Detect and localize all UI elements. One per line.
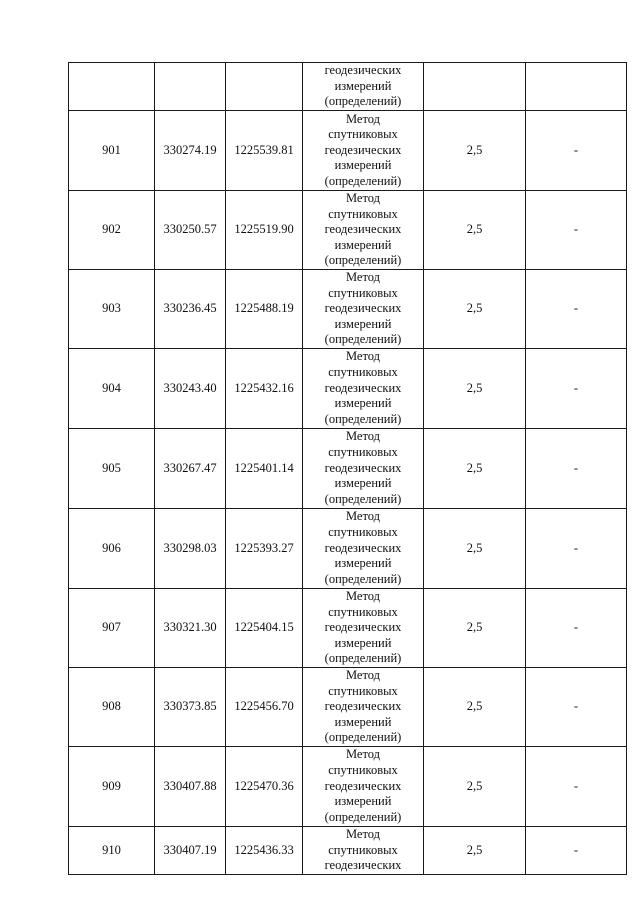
method-cell	[303, 826, 424, 874]
method-line: измерений	[334, 794, 392, 809]
method-line: Метод	[345, 509, 381, 524]
method-line: Метод	[345, 191, 381, 205]
method-line: Метод	[345, 349, 381, 364]
method-line: измерений	[334, 158, 392, 173]
method-line: измерений	[334, 78, 392, 93]
y-cell: 1225404.15	[226, 588, 303, 667]
x-cell: 330250.57	[155, 191, 226, 270]
method-line: геодезических	[324, 778, 402, 793]
method-line: спутниковых	[328, 683, 398, 698]
accuracy-cell: 2,5	[424, 428, 526, 508]
accuracy-cell: 2,5	[424, 508, 526, 588]
point-cell: 908	[69, 667, 155, 746]
method-line: спутниковых	[328, 525, 398, 540]
table-row-continued	[69, 63, 627, 111]
accuracy-cell: 2,5	[424, 588, 526, 667]
table-row	[69, 269, 627, 348]
point-cell: 903	[69, 269, 155, 348]
method-line: геодезических	[324, 380, 402, 395]
method-line: геодезических	[324, 540, 402, 555]
method-line: измерений	[334, 237, 392, 252]
extra-cell: -	[526, 191, 627, 270]
x-cell: 330236.45	[155, 269, 226, 348]
y-cell: 1225470.36	[226, 746, 303, 826]
method-line: геодезических	[324, 858, 402, 873]
method-line: спутниковых	[328, 445, 398, 460]
method-cell	[303, 746, 424, 826]
accuracy-cell	[424, 63, 526, 111]
extra-cell: -	[526, 428, 627, 508]
table-row-partial	[69, 826, 627, 874]
accuracy-cell: 2,5	[424, 269, 526, 348]
x-cell: 330373.85	[155, 667, 226, 746]
y-cell: 1225519.90	[226, 191, 303, 270]
method-line: (определений)	[324, 332, 402, 347]
method-line: геодезических	[324, 63, 402, 78]
accuracy-cell: 2,5	[424, 111, 526, 191]
extra-cell: -	[526, 588, 627, 667]
point-cell: 905	[69, 428, 155, 508]
method-cell	[303, 269, 424, 348]
y-cell	[226, 63, 303, 111]
x-cell: 330321.30	[155, 588, 226, 667]
extra-cell: -	[526, 667, 627, 746]
method-line: измерений	[334, 635, 392, 650]
method-cell	[303, 588, 424, 667]
method-line: спутниковых	[328, 127, 398, 142]
method-cell	[303, 428, 424, 508]
x-cell: 330274.19	[155, 111, 226, 191]
method-cell	[303, 667, 424, 746]
method-line: (определений)	[324, 411, 402, 426]
method-line: геодезических	[324, 142, 402, 157]
point-cell: 901	[69, 111, 155, 191]
y-cell: 1225401.14	[226, 428, 303, 508]
method-line: (определений)	[324, 809, 402, 824]
extra-cell: -	[526, 348, 627, 428]
extra-cell: -	[526, 508, 627, 588]
method-line: измерений	[334, 316, 392, 331]
point-cell: 906	[69, 508, 155, 588]
method-line: измерений	[334, 714, 392, 729]
x-cell	[155, 63, 226, 111]
point-cell: 909	[69, 746, 155, 826]
method-line: Метод	[345, 111, 381, 126]
method-line: (определений)	[324, 491, 402, 506]
table-row	[69, 746, 627, 826]
method-line: измерений	[334, 396, 392, 411]
method-line: спутниковых	[328, 842, 398, 857]
point-cell: 902	[69, 191, 155, 270]
extra-cell: -	[526, 746, 627, 826]
method-cell	[303, 348, 424, 428]
method-line: геодезических	[324, 699, 402, 714]
method-cell	[303, 111, 424, 191]
method-line: (определений)	[324, 94, 402, 109]
x-cell: 330407.88	[155, 746, 226, 826]
table-row	[69, 667, 627, 746]
coordinates-table	[68, 62, 627, 875]
y-cell: 1225436.33	[226, 826, 303, 874]
method-cell	[303, 191, 424, 270]
method-line: геодезических	[324, 460, 402, 475]
table-row	[69, 191, 627, 270]
method-cell	[303, 63, 424, 111]
method-line: спутниковых	[328, 604, 398, 619]
y-cell: 1225488.19	[226, 269, 303, 348]
point-cell: 907	[69, 588, 155, 667]
method-line: спутниковых	[328, 206, 398, 221]
accuracy-cell: 2,5	[424, 667, 526, 746]
x-cell: 330407.19	[155, 826, 226, 874]
method-line: (определений)	[324, 571, 402, 586]
extra-cell: -	[526, 826, 627, 874]
method-line: (определений)	[324, 253, 402, 268]
accuracy-cell: 2,5	[424, 826, 526, 874]
table-row	[69, 348, 627, 428]
extra-cell: -	[526, 269, 627, 348]
accuracy-cell: 2,5	[424, 348, 526, 428]
y-cell: 1225432.16	[226, 348, 303, 428]
y-cell: 1225456.70	[226, 667, 303, 746]
method-line: спутниковых	[328, 762, 398, 777]
method-line: Метод	[345, 747, 381, 762]
extra-cell	[526, 63, 627, 111]
method-line: (определений)	[324, 730, 402, 745]
method-line: геодезических	[324, 620, 402, 635]
method-line: Метод	[345, 588, 381, 603]
y-cell: 1225539.81	[226, 111, 303, 191]
method-line: Метод	[345, 826, 381, 841]
method-line: Метод	[345, 667, 381, 682]
table-row	[69, 111, 627, 191]
method-line: (определений)	[324, 173, 402, 188]
x-cell: 330243.40	[155, 348, 226, 428]
method-cell	[303, 508, 424, 588]
extra-cell: -	[526, 111, 627, 191]
table-row	[69, 508, 627, 588]
method-line: Метод	[345, 269, 381, 284]
x-cell: 330267.47	[155, 428, 226, 508]
table-row	[69, 428, 627, 508]
table-body	[69, 63, 627, 875]
method-line: измерений	[334, 556, 392, 571]
method-line: спутниковых	[328, 285, 398, 300]
x-cell: 330298.03	[155, 508, 226, 588]
method-line: Метод	[345, 429, 381, 444]
point-cell: 904	[69, 348, 155, 428]
method-line: спутниковых	[328, 365, 398, 380]
method-line: геодезических	[324, 301, 402, 316]
accuracy-cell: 2,5	[424, 746, 526, 826]
method-line: (определений)	[324, 651, 402, 666]
y-cell: 1225393.27	[226, 508, 303, 588]
accuracy-cell: 2,5	[424, 191, 526, 270]
point-cell	[69, 63, 155, 111]
table-row	[69, 588, 627, 667]
point-cell: 910	[69, 826, 155, 874]
method-line: измерений	[334, 476, 392, 491]
method-line: геодезических	[324, 222, 402, 237]
